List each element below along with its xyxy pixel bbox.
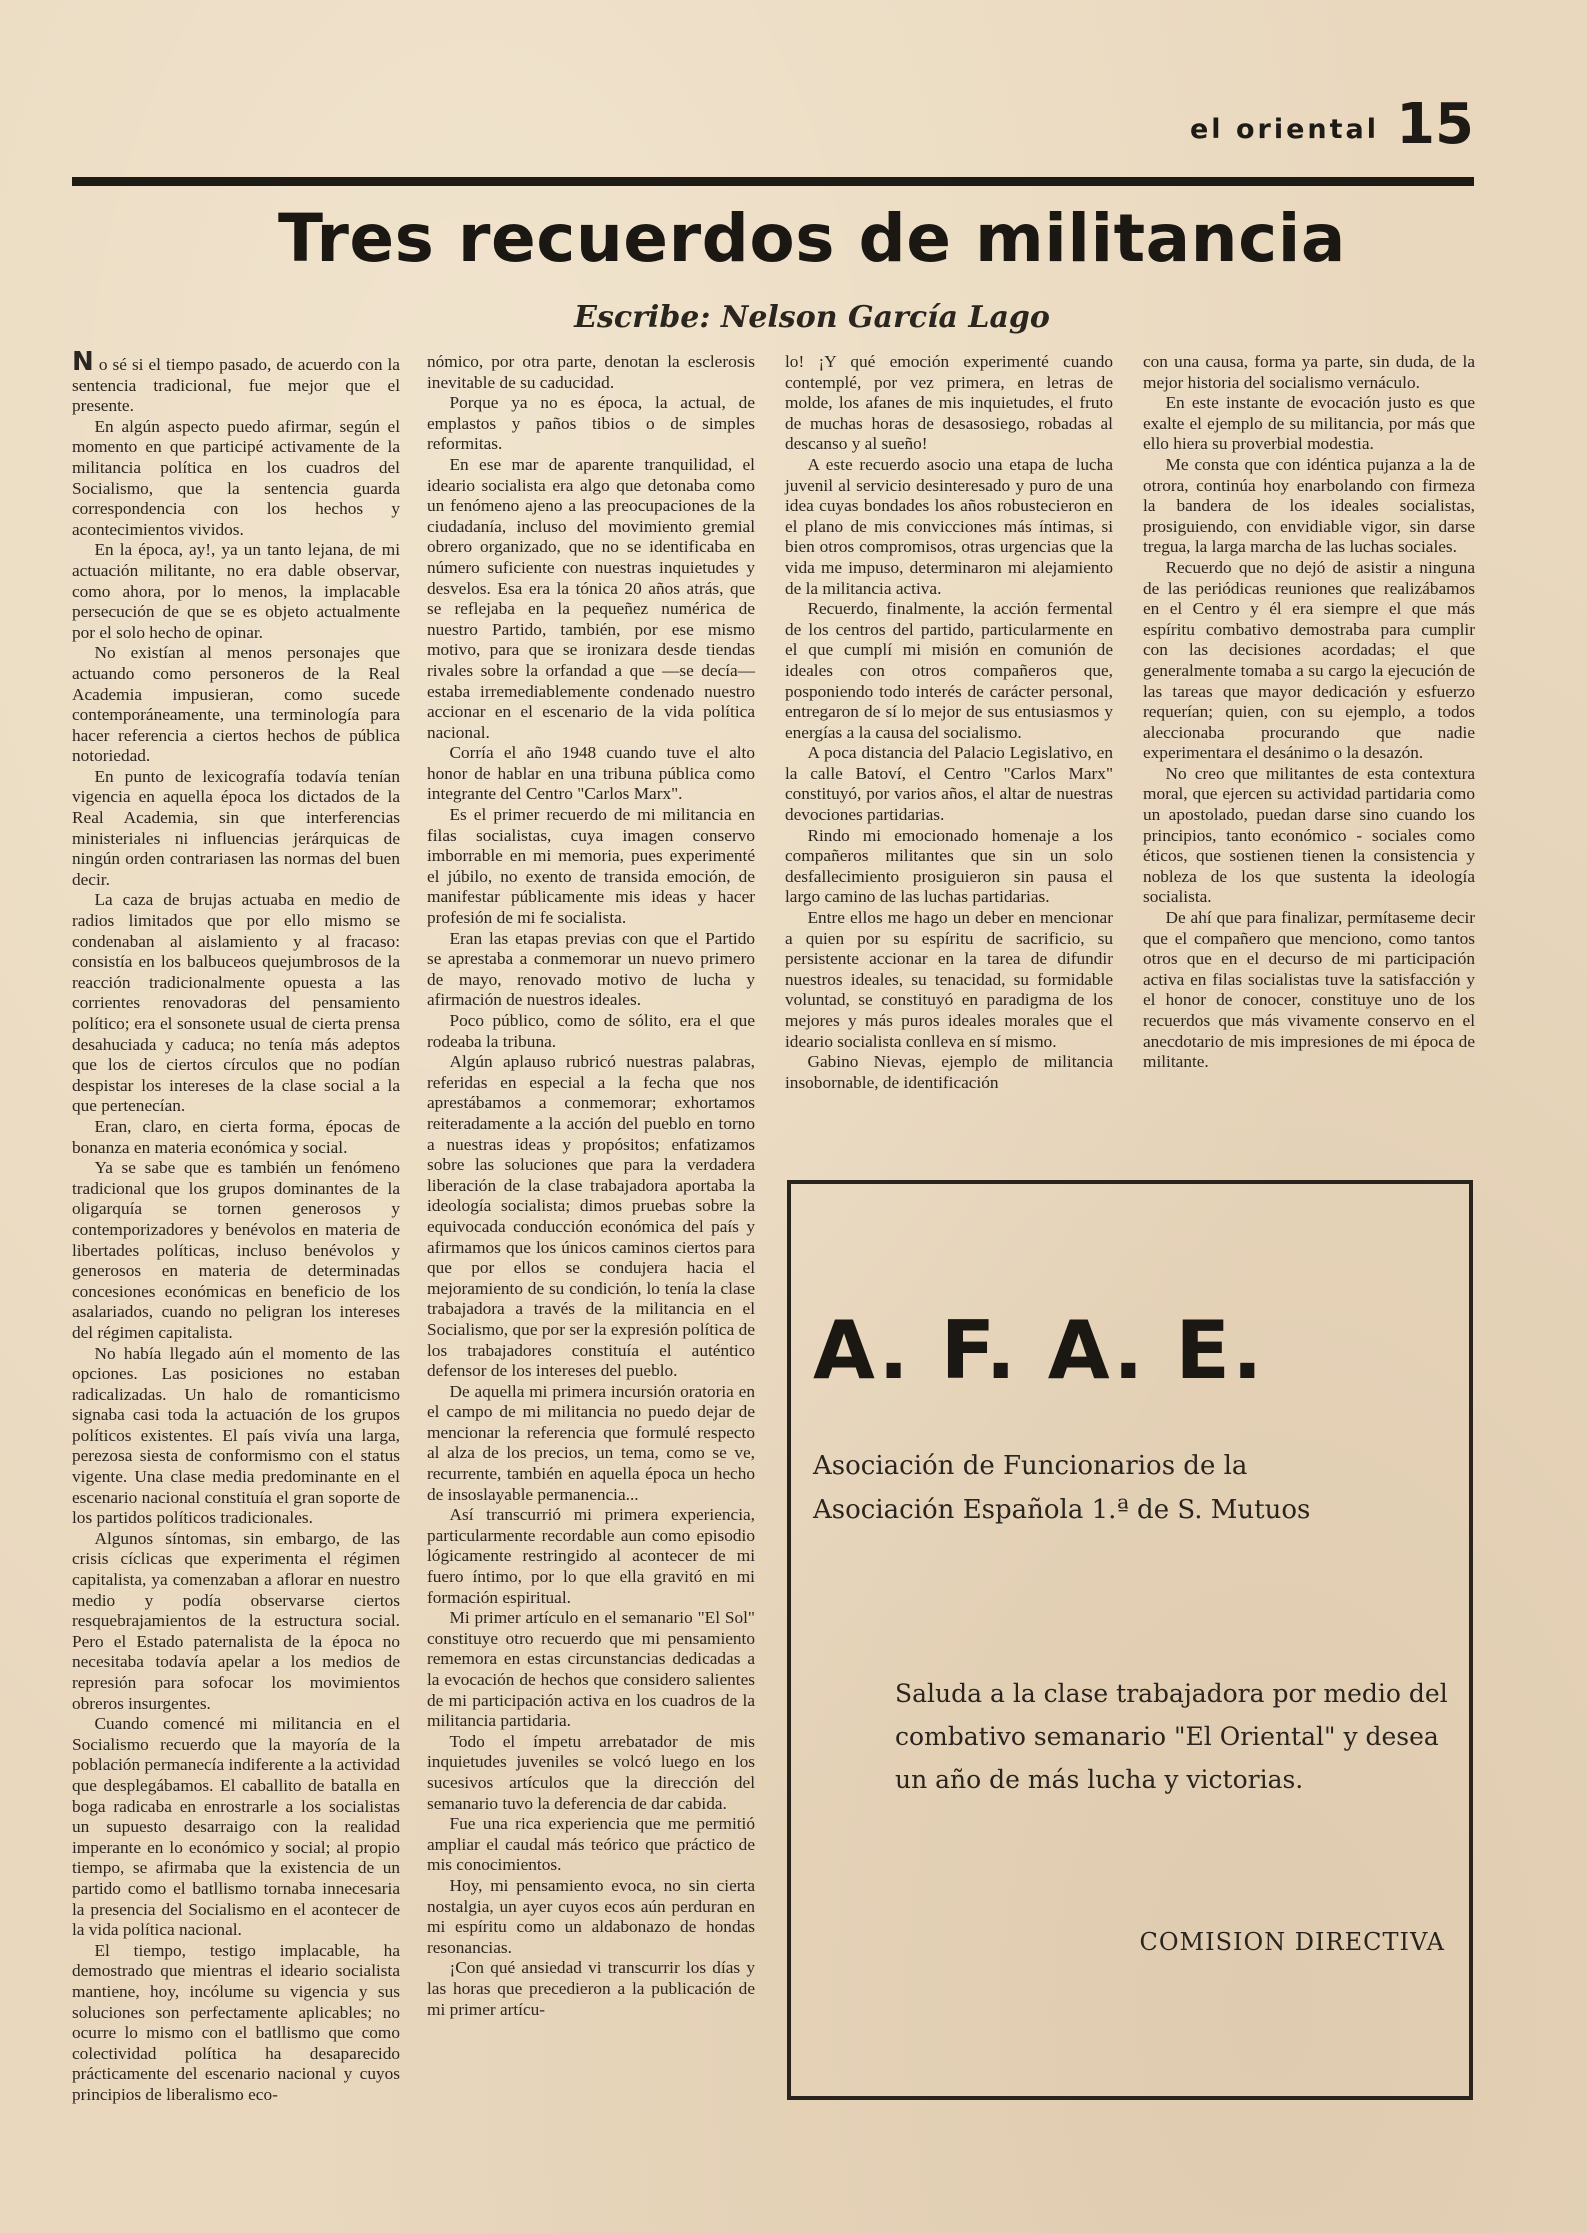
article-paragraph: Rindo mi emocionado homenaje a los compañeros militantes que sin un solo desfallecimiento prosiguieron sin pausa el largo camino de las luchas partidarias. xyxy=(785,825,1113,907)
article-column-4 xyxy=(1143,352,1475,1073)
article-paragraph: ¡Con qué ansiedad vi transcurrir los días y las horas que precedieron a la publicación de mi primer artícu- xyxy=(427,1958,755,2019)
article-paragraph: En algún aspecto puedo afirmar, según el momento en que participé activamente de la militancia política en los cuadros del Socialismo, que la sentencia guarda correspondencia con los hechos y acontecimientos vividos. xyxy=(72,416,400,539)
ad-title: A. F. A. E. xyxy=(813,1304,1265,1397)
ad-subtitle-line: Asociación de Funcionarios de la xyxy=(813,1451,1248,1481)
article-paragraph: Algún aplauso rubricó nuestras palabras, referidas en especial a la fecha que nos aprestábamos a conmemorar; exhortamos reiteradamente a la acción del pueblo en torno a nuestras ideas y propósitos; enfatizamos sobre las soluciones que para la verdadera liberación de la clase trabajadora aportaba la ideología socialista; dimos pruebas sobre la equivocada conducción económica del país y afirmamos que los únicos caminos ciertos para que por ellos se condujera hacia el mejoramiento de su condición, lo tenía la clase trabajadora a través de la militancia en el Socialismo, que por ser la expresión política de los trabajadores constituía el auténtico defensor de los intereses del pueblo. xyxy=(427,1052,755,1381)
article-paragraph: El tiempo, testigo implacable, ha demostrado que mientras el ideario socialista mantiene, hoy, incólume su vigencia y sus soluciones son perfectamente aplicables; no ocurre lo mismo con el batllismo que como colectividad política ha desaparecido prácticamente del escenario nacional y cuyos principios de liberalismo eco- xyxy=(72,1940,400,2104)
article-paragraph: Todo el ímpetu arrebatador de mis inquietudes juveniles se volcó luego en los sucesivos artículos que la dirección del semanario tuvo la deferencia de dar cabida. xyxy=(427,1731,755,1813)
article-paragraph: Eran, claro, en cierta forma, épocas de bonanza en materia económica y social. xyxy=(72,1116,400,1157)
article-paragraph: Poco público, como de sólito, era el que rodeaba la tribuna. xyxy=(427,1011,755,1051)
article-paragraph: Recuerdo, finalmente, la acción fermental de los centros del partido, particularmente en el que cumplí mi misión en comunión de ideales con otros compañeros que, posponiendo todo interés de carácter personal, entregaron de sí lo mejor de sus entusiasmos y energías a la causa del socialismo. xyxy=(785,599,1113,742)
article-paragraph: Así transcurrió mi primera experiencia, particularmente recordable aun como episodio lógicamente restringido al acontecer de mi fuero íntimo, por lo que ella gravitó en mi formación espiritual. xyxy=(427,1505,755,1607)
article-paragraph: No creo que militantes de esta contextura moral, que ejercen su actividad partidaria como un apostolado, puedan darse sino cuando los principios, tanto económico - sociales como éticos, que sostienen tienen la consistencia y nobleza de los que sustenta la ideología socialista. xyxy=(1143,763,1475,907)
article-paragraph: De aquella mi primera incursión oratoria en el campo de mi militancia no puedo dejar de mencionar la referencia que formulé respecto al alza de los precios, un tema, como se ve, recurrente, también en aquella época un hecho de insoslayable permanencia... xyxy=(427,1381,755,1504)
article-paragraph: Ya se sabe que es también un fenómeno tradicional que los grupos dominantes de la oligarquía se tornen generosos y contemporizadores y benévolos en materia de libertades políticas, incluso benévolos y generosos en materia de determinadas concesiones económicas en beneficio de los asalariados, cuando no peligran los intereses del régimen capitalista. xyxy=(72,1158,400,1342)
article-paragraph: Mi primer artículo en el semanario "El Sol" constituye otro recuerdo que mi pensamiento rememora en estas circunstancias dedicadas a la evocación de hechos que considero salientes de mi participación activa en los cuadros de la militancia partidaria. xyxy=(427,1608,755,1731)
article-paragraph: Es el primer recuerdo de mi militancia en filas socialistas, cuya imagen conservo imborrable en mi memoria, pues experimenté el júbilo, no exento de transida emoción, de manifestar públicamente mis ideas y hacer profesión de mi fe socialista. xyxy=(427,805,755,928)
article-paragraph: En este instante de evocación justo es que exalte el ejemplo de su militancia, por más que ello hiera su proverbial modestia. xyxy=(1143,393,1475,454)
article-paragraph: Hoy, mi pensamiento evoca, no sin cierta nostalgia, un ayer cuyos ecos aún perduran en mi espíritu como un aldabonazo de hondas resonancias. xyxy=(427,1875,755,1957)
article-paragraph: En la época, ay!, ya un tanto lejana, de mi actuación militante, no era dable observar, como ahora, por lo menos, la implacable persecución de que se es objeto actualmente por el solo hecho de opinar. xyxy=(72,540,400,642)
article-byline: Escribe: Nelson García Lago xyxy=(574,300,1050,335)
article-paragraph: Entre ellos me hago un deber en mencionar a quien por su espíritu de sacrificio, su persistente accionar en la tarea de difundir nuestros ideales, su tenacidad, su formidable voluntad, se constituyó en paradigma de los mejores y más puros ideales morales que el ideario socialista conlleva en sí mismo. xyxy=(785,908,1113,1051)
article-column-3 xyxy=(785,352,1113,1093)
article-paragraph: Cuando comencé mi militancia en el Socialismo recuerdo que la mayoría de la población permanecía indiferente a la actividad que desplegábamos. El caballito de batalla en boga radicaba en enrostrarle a los socialistas un supuesto desarraigo con la realidad imperante en lo económico y social; al propio tiempo, se afirmaba que la existencia de un partido como el batllismo tornaba innecesaria la presencia del Socialismo en el acontecer de la vida política nacional. xyxy=(72,1714,400,1940)
article-paragraph: N o sé si el tiempo pasado, de acuerdo con la sentencia tradicional, fue mejor que el presente. xyxy=(72,347,400,416)
advertisement-box xyxy=(787,1180,1473,2100)
page-header xyxy=(72,92,1474,180)
article-column-2 xyxy=(427,352,755,2020)
article-paragraph: No existían al menos personajes que actuando como personeros de la Real Academia impusieran, como sucede contemporáneamente, una terminología para hacer referencia a ciertos hechos de pública notoriedad. xyxy=(72,643,400,766)
article-paragraph: De ahí que para finalizar, permítaseme decir que el compañero que menciono, como tantos otros que en el decurso de mi participación activa en filas socialistas tuve la satisfacción y el honor de conocer, constituye uno de los recuerdos que más vivamente conservo en el anecdotario de mis impresiones de mi época de militante. xyxy=(1143,908,1475,1072)
article-paragraph: Algunos síntomas, sin embargo, de las crisis cíclicas que experimenta el régimen capitalista, ya comenzaban a aflorar en nuestro medio y podía observarse ciertos resquebrajamientos de la estructura social. Pero el Estado paternalista de la época no necesitaba todavía apelar a los medios de represión para sofocar los movimientos obreros insurgentes. xyxy=(72,1528,400,1713)
ad-signature: COMISION DIRECTIVA xyxy=(1139,1928,1445,1956)
article-paragraph: Eran las etapas previas con que el Partido se aprestaba a conmemorar un nuevo primero de mayo, renovado motivo de lucha y afirmación de nuestros ideales. xyxy=(427,928,755,1010)
article-paragraph: Corría el año 1948 cuando tuve el alto honor de hablar en una tribuna pública como integrante del Centro "Carlos Marx". xyxy=(427,743,755,804)
article-paragraph: En ese mar de aparente tranquilidad, el ideario socialista era algo que detonaba como un fenómeno ajeno a las preocupaciones de la ciudadanía, incluso del movimiento gremial obrero organizado, que no se identificaba en número suficiente con nuestras inquietudes y desvelos. Esa era la tónica 20 años atrás, que se reflejaba en la pequeñez numérica de nuestro Partido, también, por ese mismo motivo, para que se ironizara desde tiendas rivales sobre la orfandad a que —se decía— estaba irremediablemente condenado nuestro accionar en el escenario de la vida política nacional. xyxy=(427,454,755,742)
article-title: Tres recuerdos de militancia xyxy=(278,200,1346,277)
masthead: el oriental xyxy=(1189,114,1379,145)
article-paragraph: La caza de brujas actuaba en medio de radios limitados que por ello mismo se condenaban al aislamiento y al fracaso: consistía en los balbuceos quejumbrosos de la reacción tradicionalmente opuesta a las corrientes renovadoras del pensamiento político; era el sonsonete usual de cierta prensa desahuciada y caduca; no tenía más adeptos que los de ciertos círculos que no podían despistar los intereses de la clase social a la que pertenecían. xyxy=(72,890,400,1116)
drop-cap: N xyxy=(72,347,94,377)
article-column-1 xyxy=(72,347,400,2105)
article-paragraph: Me consta que con idéntica pujanza a la de otrora, continúa hoy enarbolando con firmeza la bandera de los ideales socialistas, prosiguiendo, con envidiable vigor, sin darse tregua, la larga marcha de las luchas sociales. xyxy=(1143,454,1475,557)
article-paragraph: A este recuerdo asocio una etapa de lucha juvenil al servicio desinteresado y puro de una idea cuyas bondades los años robustecieron en el plano de mis convicciones más íntimas, si bien otros compromisos, otras urgencias que la vida me impuso, determinaron mi alejamiento de la militancia activa. xyxy=(785,454,1113,598)
article-paragraph: No había llegado aún el momento de las opciones. Las posiciones no estaban radicalizadas. Un halo de romanticismo signaba casi toda la actuación de los grupos políticos existentes. El país vivía una larga, perezosa siesta de conformismo con el status vigente. Una clase media predominante en el escenario nacional constituía el gran soporte de los partidos políticos tradicionales. xyxy=(72,1343,400,1528)
article-paragraph: Fue una rica experiencia que me permitió ampliar el caudal más teórico que práctico de mis conocimientos. xyxy=(427,1814,755,1875)
ad-subtitle xyxy=(813,1444,1310,1532)
article-paragraph: Recuerdo que no dejó de asistir a ninguna de las periódicas reuniones que realizábamos en el Centro y él era siempre el que más espíritu combativo demostraba para cumplir con las decisiones acordadas; el que generalmente tomaba a su cargo la ejecución de las tareas que mayor dedicación y esfuerzo requerían; quien, con su ejemplo, a todos aleccionaba procurando que nadie experimentara el desánimo o la desazón. xyxy=(1143,557,1475,763)
article-paragraph: Porque ya no es época, la actual, de emplastos y paños tibios o de simples reformitas. xyxy=(427,393,755,454)
article-paragraph: lo! ¡Y qué emoción experimenté cuando contemplé, por vez primera, en letras de molde, los afanes de mis inquietudes, el fruto de muchas horas de desasosiego, robadas al descanso y al sueño! xyxy=(785,352,1113,454)
article-paragraph: A poca distancia del Palacio Legislativo, en la calle Batoví, el Centro "Carlos Marx" constituyó, por varios años, el altar de nuestras devociones partidarias. xyxy=(785,743,1113,825)
header-rule xyxy=(72,177,1474,186)
ad-subtitle-line: Asociación Española 1.ª de S. Mutuos xyxy=(813,1495,1311,1525)
ad-message: Saluda a la clase trabajadora por medio del combativo semanario "El Oriental" y desea un año de más lucha y victorias. xyxy=(895,1679,1448,1794)
article-paragraph: En punto de lexicografía todavía tenían vigencia en aquella época los dictados de la Real Academia, sin que interferencias ministeriales ni influencias jerárquicas de ningún orden contrariasen las normas del buen decir. xyxy=(72,766,400,889)
article-paragraph: nómico, por otra parte, denotan la esclerosis inevitable de su caducidad. xyxy=(427,352,755,392)
article-paragraph: Gabino Nievas, ejemplo de militancia insobornable, de identificación xyxy=(785,1052,1113,1092)
article-paragraph: con una causa, forma ya parte, sin duda, de la mejor historia del socialismo vernáculo. xyxy=(1143,352,1475,392)
page-number: 15 xyxy=(1396,92,1474,157)
